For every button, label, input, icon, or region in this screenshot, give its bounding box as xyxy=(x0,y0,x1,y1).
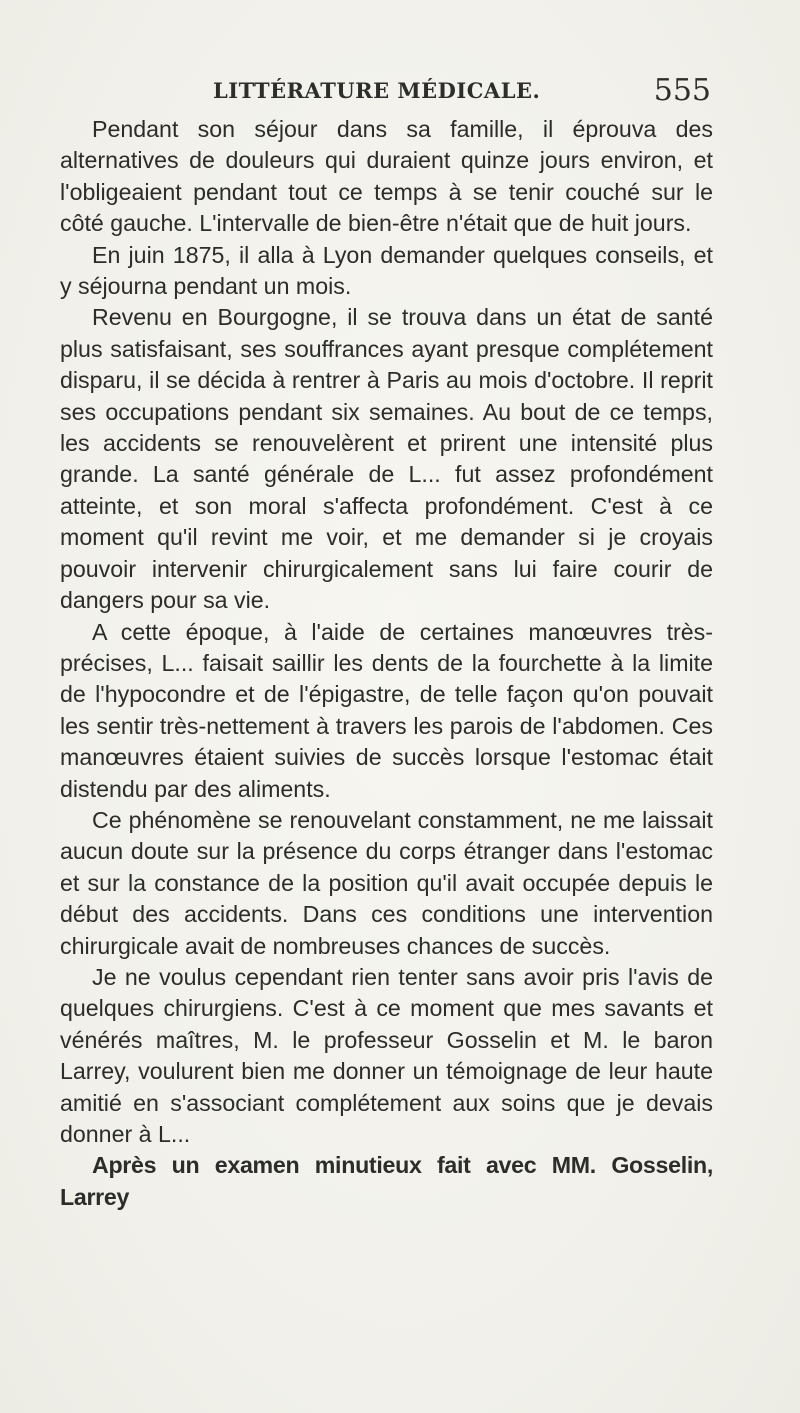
page-header xyxy=(60,73,713,113)
running-title: LITTÉRATURE MÉDICALE. xyxy=(213,78,541,103)
paragraph: Je ne voulus cependant rien tenter sans avoir pris l'avis de quelques chirurgiens. C'est à ce moment que mes savants et vénérés maîtres, M. le professeur Gosselin et M. le baron Larrey, voulurent bien me donner un témoignage de leur haute amitié en s'associant complétement aux soins que je devais donner à L... xyxy=(60,963,713,1147)
body-text xyxy=(60,114,713,1213)
paragraph: A cette époque, à l'aide de certaines manœuvres très-précises, L... faisait saillir les dents de la fourchette à la limite de l'hypocondre et de l'épigastre, de telle façon qu'on pouvait les sentir très-nettement à travers les parois de l'abdomen. Ces manœuvres étaient suivies de succès lorsque l'estomac était distendu par des aliments. xyxy=(60,618,713,802)
paragraph: Ce phénomène se renouvelant constamment, ne me laissait aucun doute sur la présence du corps étranger dans l'estomac et sur la constance de la position qu'il avait occupée depuis le début des accidents. Dans ces conditions une intervention chirurgicale avait de nombreuses chances de succès. xyxy=(60,806,713,959)
page-number: 555 xyxy=(653,73,711,108)
paragraph: En juin 1875, il alla à Lyon demander quelques conseils, et y séjourna pendant un mois. xyxy=(60,241,713,300)
paragraph-continued: Après un examen minutieux fait avec MM. Gosselin, Larrey xyxy=(60,1152,713,1210)
paragraph: Pendant son séjour dans sa famille, il éprouva des alternatives de douleurs qui duraient quinze jours environ, et l'obligeaient pendant tout ce temps à se tenir couché sur le côté gauche. L'intervalle de bien-être n'était que de huit jours. xyxy=(60,116,713,237)
paragraph: Revenu en Bourgogne, il se trouva dans un état de santé plus satisfaisant, ses souffrances ayant presque complétement disparu, il se décida à rentrer à Paris au mois d'octobre. Il reprit ses occupations pendant six semaines. Au bout de ce temps, les accidents se renouvelèrent et prirent une intensité plus grande. La santé générale de L... fut assez profondément atteinte, et son moral s'affecta profondément. C'est à ce moment qu'il revint me voir, et me demander si je croyais pouvoir intervenir chirurgicalement sans lui faire courir de dangers pour sa vie. xyxy=(60,304,713,614)
